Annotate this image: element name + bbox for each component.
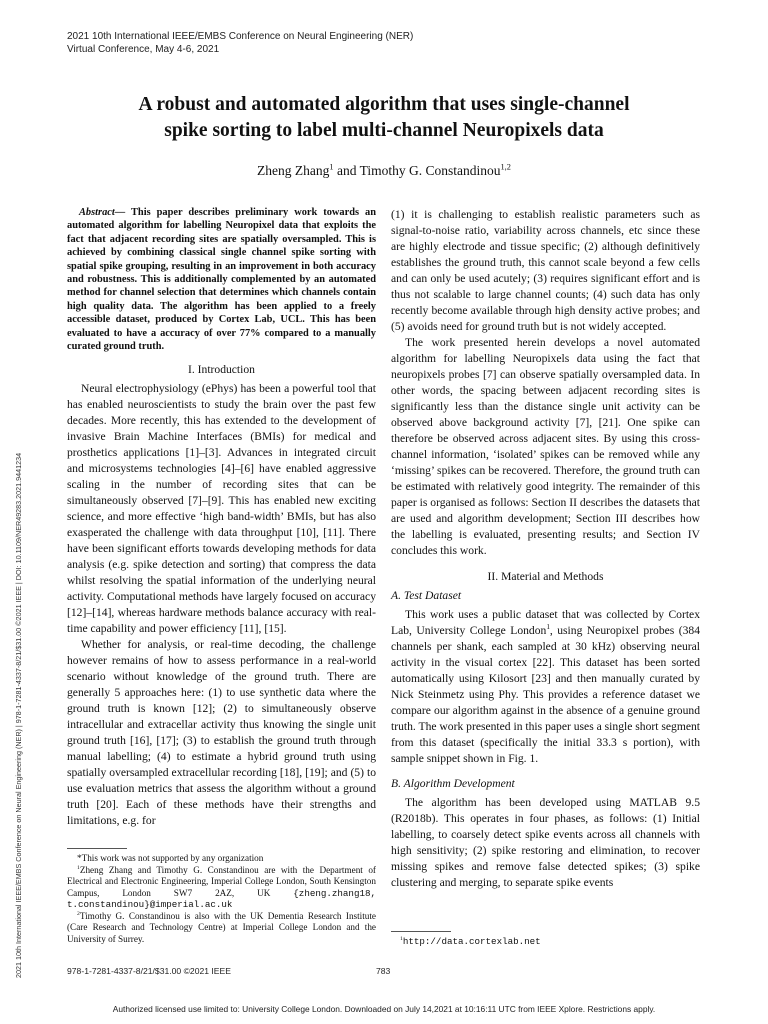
paper-title [60, 92, 708, 144]
abstract-text: This paper describes preliminary work towards an automated algorithm for labelling Neuropixel data that exploits the fact that adjacent recording sites are spatially oversampled. This is achieved by combining classical single channel spike sorting with spatial spike grouping, resulting in an improvement in both accuracy and robustness. This is additionally complemented by an automated method for channel selection that determines which channels contain high quality data. The algorithm has been applied to a freely accessible dataset, produced by Cortex Lab, UCL. This has been evaluated to have a accuracy of over 77% compared to a manually curated ground truth. [67, 207, 376, 353]
dataset-link[interactable]: http://data.cortexlab.net [402, 936, 541, 947]
section-heading: I. Introduction [188, 363, 255, 377]
author-list [60, 163, 708, 179]
subsection-heading: A. Test Dataset [391, 589, 462, 602]
abstract [67, 206, 376, 353]
license-notice: Authorized licensed use limited to: University College London. Downloaded on July 14,2021 at 10:16:11 UTC from IEEE Xplore. Restrictions apply. [112, 1004, 656, 1014]
title-line-1: A robust and automated algorithm that uses single-channel [138, 94, 630, 115]
paragraph: The algorithm has been developed using MATLAB 9.5 (R2018b). This operates in four phases, as follows: (1) Initial labelling, to coarsely detect spike events across all channels with high sensitivity; (2) spike restoring and elimination, to recover missing spikes and remove false detected spikes; (3) spike clustering and merging, to separate spike events [391, 796, 700, 889]
author-affiliation-mark: 1 [329, 162, 334, 172]
paragraph: Whether for analysis, or real-time decoding, the challenge however remains of how to assess performance in a real-world scenario without knowledge of the ground truth. There are generally 5 approaches here: (1) to use synthetic data where the ground truth is known [12]; (2) to simultaneously observe intracellular and extracellar activity thus knowing the single unit ground truth [16], [17]; (3) to establish the ground truth through manual labelling; (4) to estimate a hybrid ground truth using spatially oversampled extracellular recording [18], [19]; and (5) to use evaluation metrics that assess the algorithm without a ground truth [20]. Each of these methods have their strengths and limitations, e.g. for [67, 638, 376, 828]
author-separator: and [336, 163, 357, 178]
subsection-heading: B. Algorithm Development [391, 777, 515, 790]
footnote-divider [67, 848, 127, 849]
left-column [67, 206, 376, 829]
abstract-dash: — [114, 207, 131, 218]
footnote: $^1$Zheng Zhang and Timothy G. Constandinou are with the Department of Electrical and Electronic Engineering, Imperial College London, South Kensington Campus, London SW7 2AZ, UK {zheng.zhang18, t.constandinou}@imperial.ac.uk [67, 864, 376, 910]
footnotes [67, 853, 376, 945]
footnote: $^2$Timothy G. Constandinou is also with the UK Dementia Research Institute (Care Research and Technology Centre) at Imperial College London and the University of Surrey. [67, 910, 376, 944]
paragraph: This work uses a public dataset that was collected by Cortex Lab, University College London$^1$, using Neuropixel probes (384 channels per shank, each sampled at 30 kHz) observing neural activity in the visual cortex [22]. This dataset has been sorted automatically using Kilosort [23] and then manually curated by Nick Steinmetz using Phy. This provides a reference dataset we compare our algorithm against in the absence of a genuine ground truth. The work presented in this paper uses a single short segment from this dataset (specifically the initial 33.3 s portion), with sample snippet shown in Fig. 1. [391, 608, 700, 765]
footnote-divider [391, 931, 451, 932]
title-line-2: spike sorting to label multi-channel Neuropixels data [164, 120, 604, 141]
paragraph: The work presented herein develops a novel automated algorithm for labelling Neuropixels data using the fact that neuropixels probes [7] can observe spatially oversampled data. In other words, the spacing between adjacent recording sites is significantly less than the distance single unit activity can be observed above background activity [7], [21]. One spike can therefore be observed across adjacent sites. By using this cross-channel information, ‘isolated’ spikes can be removed while any ‘missing’ spikes can be recovered. Therefore, the ground truth can be estimated with relatively good integrity. The remainder of this paper is organised as follows: Section II describes the datasets that are used and algorithm development; Section III describes how the labelling is evaluated, presenting results; and Section IV concludes this work. [391, 336, 700, 557]
right-column [391, 207, 700, 891]
conference-venue-date: Virtual Conference, May 4-6, 2021 [67, 44, 220, 55]
section-heading: II. Material and Methods [487, 570, 604, 583]
author-name: Timothy G. Constandinou [359, 163, 501, 178]
paragraph: (1) it is challenging to establish realistic parameters such as signal-to-noise ratio, variability across channels, etc since these are highly electrode and tissue specific; (2) although definitively establishes the ground truth, this cannot scale beyond a few cells and can only be used acutely; (3) requires significant effort and is thus not scalable to large channel counts; (4) such data has only recently become available through high density active probes; and (5) avoids need for ground truth but is not widely accepted. [391, 208, 700, 333]
conference-header [67, 30, 413, 56]
abstract-label: Abstract [79, 207, 115, 218]
footnote-url: $^1$http://data.cortexlab.net [400, 935, 541, 947]
author-affiliation-mark: 1,2 [500, 162, 511, 172]
conference-name: 2021 10th International IEEE/EMBS Conference on Neural Engineering (NER) [67, 31, 414, 42]
author-name: Zheng Zhang [257, 163, 330, 178]
paragraph: Neural electrophysiology (ePhys) has been a powerful tool that has enabled neuroscientists to study the brain over the past few decades. More recently, this has extended to the development of invasive Brain Machine Interfaces (BMIs) for medical and prosthetics applications [1]–[3]. Advances in integrated circuit and microsystems technologies [4]–[6] have enabled aggressive scaling in the number of recording sites that can be simultaneously observed [7]–[9]. This has enabled new exciting science, and more effective ‘high band-width’ BMIs, but has also exasperated the challenge with data throughput [10], [11]. There have been significant efforts towards developing methods for data analysis (e.g. spike detection and sorting) that compress the data whilst resolving the spatial information of the underlying neural activity. Computational methods have largely focused on accuracy [12]–[14], whereas hardware methods balance accuracy with real-time capability and power efficiency [11], [15]. [67, 382, 376, 636]
footnote: *This work was not supported by any organization [77, 853, 264, 863]
side-citation-strip: 2021 10th International IEEE/EMBS Conference on Neural Engineering (NER) | 978-1-7281-4337-8/21/$31.00 ©2021 IEEE | DOI: 10.1109/NER49283.2021.9441234 [14, 452, 23, 978]
page-number: 783 [376, 966, 391, 976]
isbn-copyright: 978-1-7281-4337-8/21/$31.00 ©2021 IEEE [67, 966, 232, 976]
author-emails: {zheng.zhang18, t.constandinou}@imperial.ac.uk [67, 887, 376, 910]
